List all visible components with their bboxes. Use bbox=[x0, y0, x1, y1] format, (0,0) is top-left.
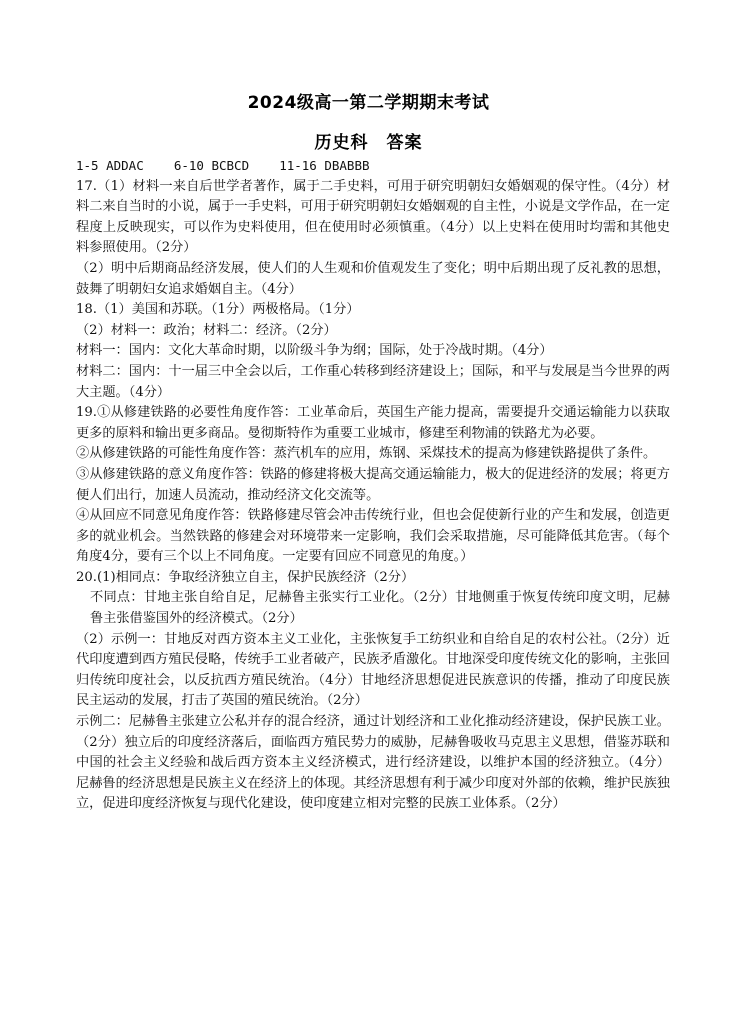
q18-part2: （2）材料一：政治；材料二：经济。（2分） bbox=[76, 322, 337, 338]
q17-part1: 17.（1）材料一来自后世学者著作，属于二手史料，可用于研究明朝妇女婚姻观的保守性。（4分）材料二来自当时的小说，属于一手史料，可用于研究明朝妇女婚姻观的自主性，小说是文学作品，在一定程度上反映现实，可以作为史料使用，但在使用时必须慎重。（4分）以上史料在使用时均需和其他史料参照使用。（2分） bbox=[76, 178, 670, 256]
q18-material1: 材料一：国内：文化大革命时期，以阶级斗争为纲；国际，处于冷战时期。（4分） bbox=[76, 343, 553, 359]
q20-similarity: 20.(1)相同点：争取经济独立自主，保护民族经济（2分） bbox=[76, 569, 415, 585]
q19-point1: 19.①从修建铁路的必要性角度作答：工业革命后，英国生产能力提高，需要提升交通运输能力以获取更多的原料和输出更多商品。曼彻斯特作为重要工业城市，修建至利物浦的铁路尤为必要。 bbox=[76, 405, 670, 441]
answer-body bbox=[76, 156, 670, 815]
q19-point4: ④从回应不同意见角度作答：铁路修建尽管会冲击传统行业，但也会促使新行业的产生和发展，创造更多的就业机会。当然铁路的修建会对环境带来一定影响，我们会采取措施，尽可能降低其危害。（每个角度4分，要有三个以上不同角度。一定要有回应不同意见的角度。） bbox=[76, 508, 670, 565]
q20-example2: 示例二：尼赫鲁主张建立公私并存的混合经济，通过计划经济和工业化推动经济建设，保护民族工业。（2分）独立后的印度经济落后，面临西方殖民势力的威胁，尼赫鲁吸收马克思主义思想，借鉴苏联和中国的社会主义经验和战后西方资本主义经济模式，进行经济建设，以维护本国的经济独立。（4分）尼赫鲁的经济思想是民族主义在经济上的体现。其经济思想有利于减少印度对外部的依赖，维护民族独立，促进印度经济恢复与现代化建设，使印度建立相对完整的民族工业体系。（2分） bbox=[76, 714, 670, 812]
mcq-answer-line: 1-5 ADDAC 6-10 BCBCD 11-16 DBABBB bbox=[76, 158, 370, 173]
q18-part1: 18.（1）美国和苏联。（1分）两极格局。（1分） bbox=[76, 302, 360, 318]
q19-point3: ③从修建铁路的意义角度作答：铁路的修建将极大提高交通运输能力，极大的促进经济的发展；将更方便人们出行，加速人员流动，推动经济文化交流等。 bbox=[76, 466, 670, 503]
q18-material2: 材料二：国内：十一届三中全会以后，工作重心转移到经济建设上；国际，和平与发展是当今世界的两大主题。（4分） bbox=[76, 363, 670, 400]
q17-part2: （2）明中后期商品经济发展，使人们的人生观和价值观发生了变化；明中后期出现了反礼教的思想，鼓舞了明朝妇女追求婚姻自主。（4分） bbox=[76, 260, 670, 297]
q20-example1: （2）示例一：甘地反对西方资本主义工业化，主张恢复手工纺织业和自给自足的农村公社。（2分）近代印度遭到西方殖民侵略，传统手工业者破产，民族矛盾激化。甘地深受印度传统文化的影响，主张回归传统印度社会，以反抗西方殖民统治。（4分）甘地经济思想促进民族意识的传播，推动了印度民族民主运动的发展，打击了英国的殖民统治。（2分） bbox=[76, 631, 670, 709]
q20-difference: 不同点：甘地主张自给自足，尼赫鲁主张实行工业化。（2分）甘地侧重于恢复传统印度文明，尼赫鲁主张借鉴国外的经济模式。（2分） bbox=[90, 590, 670, 627]
q19-point2: ②从修建铁路的可能性角度作答：蒸汽机车的应用，炼钢、采煤技术的提高为修建铁路提供了条件。 bbox=[76, 446, 657, 462]
subject-answer-heading: 历史科 答案 bbox=[314, 133, 423, 153]
exam-title: 2024级高一第二学期期末考试 bbox=[247, 93, 490, 113]
